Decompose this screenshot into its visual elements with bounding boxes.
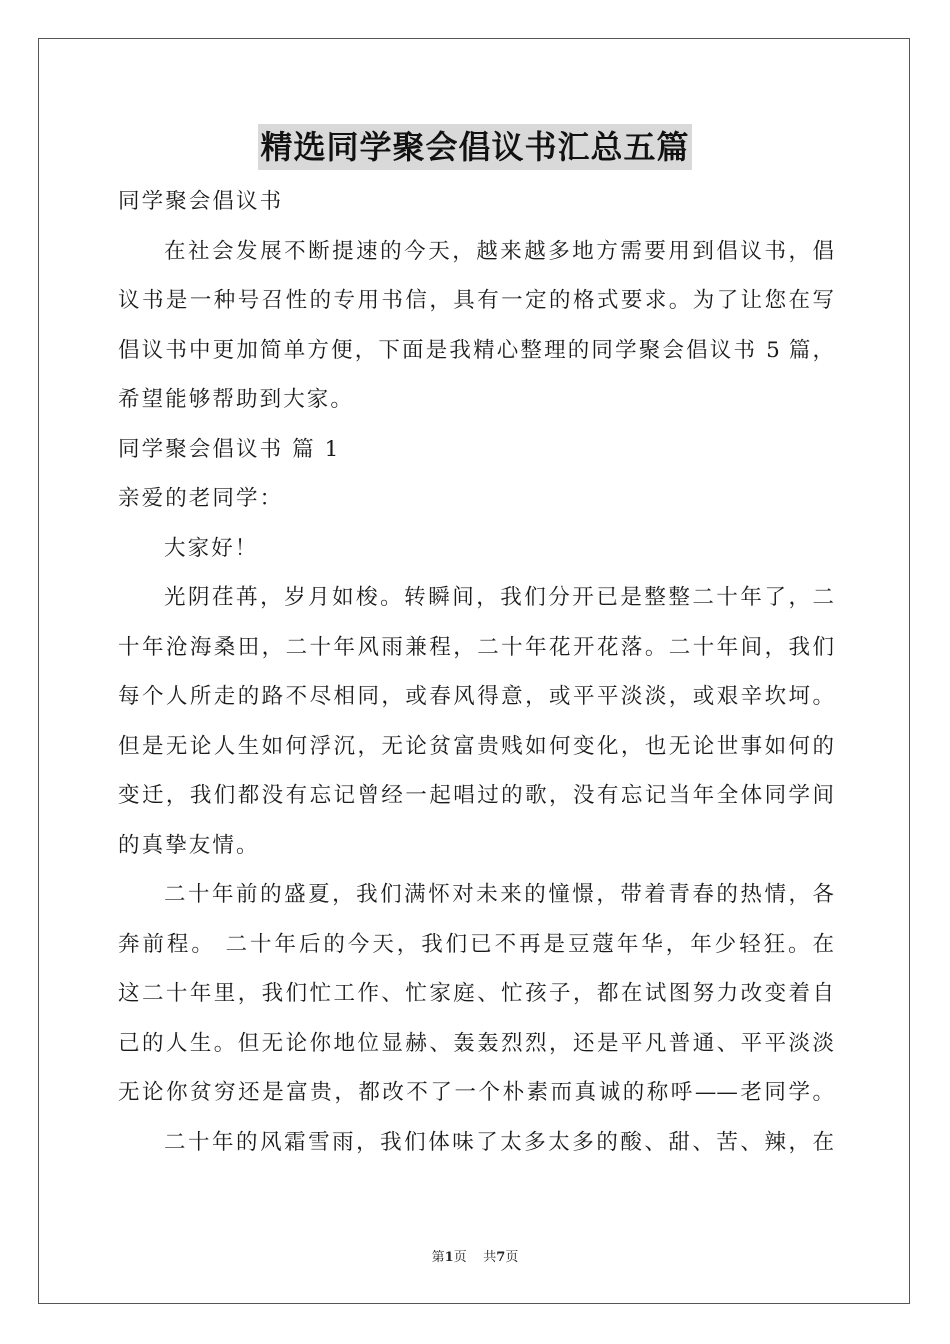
section-heading: 同学聚会倡议书 篇 1 bbox=[118, 436, 341, 462]
greeting: 大家好！ bbox=[164, 535, 259, 561]
paragraph-line: 在社会发展不断提速的今天，越来越多地方需要用到倡议书，倡 bbox=[164, 238, 834, 264]
document-body bbox=[118, 177, 834, 1167]
section-heading: 同学聚会倡议书 bbox=[118, 189, 284, 214]
title-wrap bbox=[0, 124, 950, 170]
total-prefix: 共 bbox=[483, 1250, 497, 1265]
page-prefix: 第 bbox=[431, 1250, 445, 1265]
paragraph-line: 无论你贫穷还是富贵，都改不了一个朴素而真诚的称呼——老同学。 bbox=[118, 1080, 834, 1105]
paragraph-line: 二十年前的盛夏，我们满怀对未来的憧憬，带着青春的热情，各 bbox=[164, 882, 834, 907]
page-suffix: 页 bbox=[453, 1250, 467, 1265]
paragraph-line: 但是无论人生如何浮沉，无论贫富贵贱如何变化，也无论世事如何的 bbox=[118, 733, 834, 759]
paragraph-line: 己的人生。但无论你地位显赫、轰轰烈烈，还是平凡普通、平平淡淡 bbox=[118, 1030, 834, 1056]
page-footer bbox=[0, 1246, 950, 1265]
paragraph-line: 变迁，我们都没有忘记曾经一起唱过的歌，没有忘记当年全体同学间 bbox=[118, 783, 834, 808]
document-title: 精选同学聚会倡议书汇总五篇 bbox=[258, 124, 691, 170]
paragraph-line: 每个人所走的路不尽相同，或春风得意，或平平淡淡，或艰辛坎坷。 bbox=[118, 684, 834, 709]
salutation: 亲爱的老同学： bbox=[118, 486, 284, 511]
paragraph-line: 议书是一种号召性的专用书信，具有一定的格式要求。为了让您在写 bbox=[118, 288, 834, 313]
paragraph-line: 倡议书中更加简单方便，下面是我精心整理的同学聚会倡议书 5 篇， bbox=[118, 337, 834, 363]
paragraph-line: 的真挚友情。 bbox=[118, 832, 260, 858]
total-pages: 7 bbox=[496, 1250, 506, 1265]
paragraph-line: 二十年的风霜雪雨，我们体味了太多太多的酸、甜、苦、辣，在 bbox=[164, 1129, 834, 1155]
paragraph-line: 十年沧海桑田，二十年风雨兼程，二十年花开花落。二十年间，我们 bbox=[118, 634, 834, 660]
page-number: 1 bbox=[444, 1250, 454, 1265]
paragraph-line: 希望能够帮助到大家。 bbox=[118, 387, 355, 412]
paragraph-line: 这二十年里，我们忙工作、忙家庭、忙孩子，都在试图努力改变着自 bbox=[118, 981, 834, 1006]
total-suffix: 页 bbox=[505, 1250, 519, 1265]
paragraph-line: 奔前程。 二十年后的今天，我们已不再是豆蔻年华，年少轻狂。在 bbox=[118, 931, 834, 957]
paragraph-line: 光阴荏苒，岁月如梭。转瞬间，我们分开已是整整二十年了，二 bbox=[164, 585, 834, 610]
